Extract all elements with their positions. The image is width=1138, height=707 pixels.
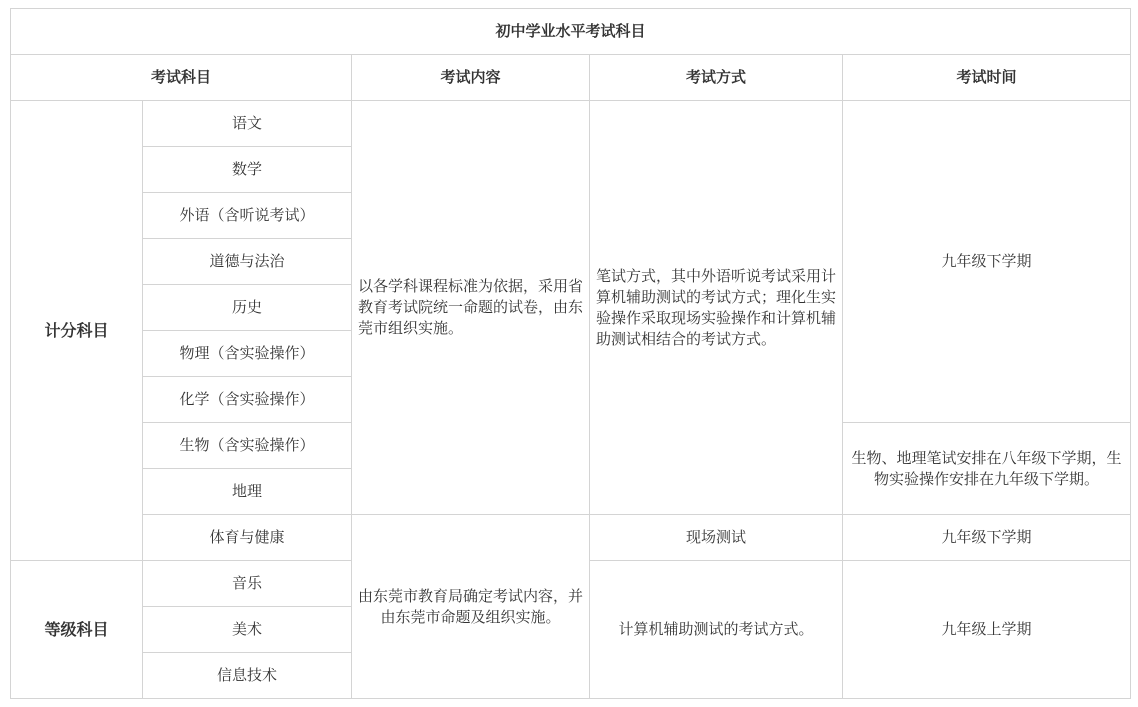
table-title: 初中学业水平考试科目 (11, 9, 1131, 55)
group-scored: 计分科目 (11, 101, 143, 561)
subject-cell: 体育与健康 (143, 515, 352, 561)
group-graded: 等级科目 (11, 561, 143, 699)
subject-cell: 音乐 (143, 561, 352, 607)
subject-cell: 数学 (143, 147, 352, 193)
content-main: 以各学科课程标准为依据，采用省教育考试院统一命题的试卷，由东莞市组织实施。 (352, 101, 590, 515)
exam-subjects-table (10, 8, 1131, 699)
subject-cell: 物理（含实验操作） (143, 331, 352, 377)
header-time: 考试时间 (843, 55, 1131, 101)
header-content: 考试内容 (352, 55, 590, 101)
subject-cell: 生物（含实验操作） (143, 423, 352, 469)
table-row (11, 101, 1131, 147)
subject-cell: 信息技术 (143, 653, 352, 699)
time-pe: 九年级下学期 (843, 515, 1131, 561)
time-bio-geo: 生物、地理笔试安排在八年级下学期，生物实验操作安排在九年级下学期。 (843, 423, 1131, 515)
method-main: 笔试方式，其中外语听说考试采用计算机辅助测试的考试方式；理化生实验操作采取现场实验操作和计算机辅助测试相结合的考试方式。 (590, 101, 843, 515)
subject-cell: 语文 (143, 101, 352, 147)
subject-cell: 外语（含听说考试） (143, 193, 352, 239)
method-graded: 计算机辅助测试的考试方式。 (590, 561, 843, 699)
table-row (11, 515, 1131, 561)
method-pe: 现场测试 (590, 515, 843, 561)
time-main: 九年级下学期 (843, 101, 1131, 423)
header-subject: 考试科目 (11, 55, 352, 101)
subject-cell: 历史 (143, 285, 352, 331)
header-method: 考试方式 (590, 55, 843, 101)
subject-cell: 地理 (143, 469, 352, 515)
header-row (11, 55, 1131, 101)
subject-cell: 道德与法治 (143, 239, 352, 285)
subject-cell: 美术 (143, 607, 352, 653)
subject-cell: 化学（含实验操作） (143, 377, 352, 423)
content-local: 由东莞市教育局确定考试内容，并由东莞市命题及组织实施。 (352, 515, 590, 699)
time-graded: 九年级上学期 (843, 561, 1131, 699)
table-title-row (11, 9, 1131, 55)
